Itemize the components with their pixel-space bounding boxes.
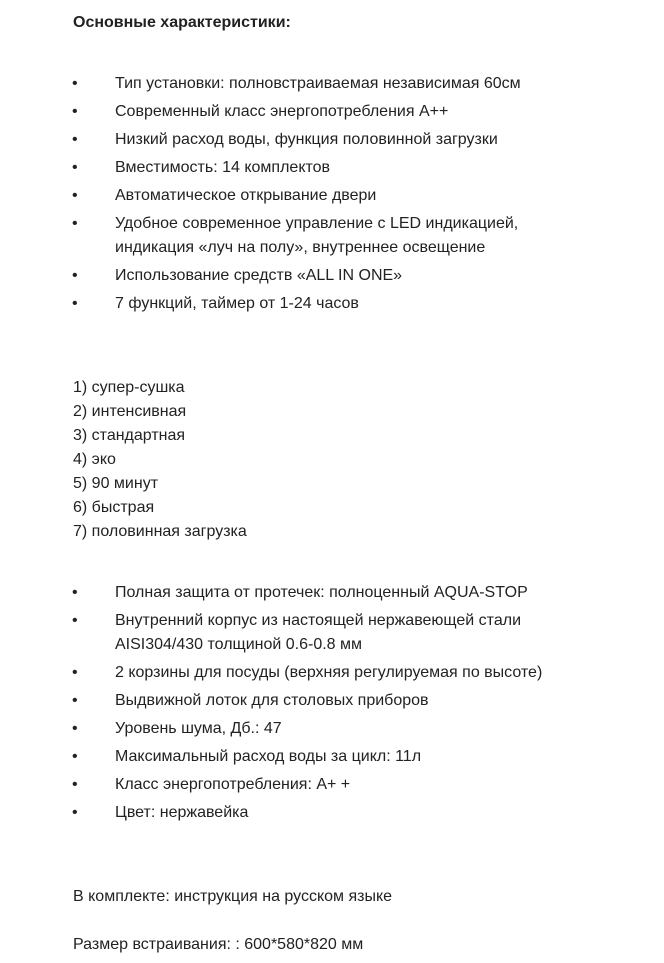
- feature-text: Удобное современное управление с LED индикацией,: [115, 215, 519, 232]
- feature-text: Низкий расход воды, функция половинной загрузки: [115, 131, 498, 148]
- bullet-icon: •: [72, 295, 78, 312]
- bullet-icon: •: [72, 215, 78, 232]
- feature-text: 2 корзины для посуды (верхняя регулируемая по высоте): [115, 664, 543, 681]
- bullet-icon: •: [72, 804, 78, 821]
- feature-text: Внутренний корпус из настоящей нержавеющей стали: [115, 612, 521, 629]
- feature-list-main: [0, 72, 664, 320]
- bullet-icon: •: [72, 664, 78, 681]
- bullet-icon: •: [72, 159, 78, 176]
- mode-item: 4) эко: [73, 451, 116, 468]
- feature-text: Вместимость: 14 комплектов: [115, 159, 331, 176]
- bullet-icon: •: [72, 748, 78, 765]
- feature-text: Использование средств «ALL IN ONE»: [115, 267, 403, 284]
- feature-item: [0, 72, 664, 96]
- mode-item: 3) стандартная: [73, 427, 186, 444]
- bullet-icon: •: [72, 584, 78, 601]
- feature-item: [0, 717, 664, 741]
- feature-text: Выдвижной лоток для столовых приборов: [115, 692, 429, 709]
- feature-list-extra: [0, 581, 664, 829]
- function-mode-list: [73, 376, 247, 544]
- bullet-icon: •: [72, 131, 78, 148]
- feature-item: [0, 773, 664, 797]
- feature-text: Автоматическое открывание двери: [115, 187, 377, 204]
- feature-item: [0, 184, 664, 208]
- feature-item: [0, 801, 664, 825]
- bullet-icon: •: [72, 776, 78, 793]
- feature-item: [0, 128, 664, 152]
- bullet-icon: •: [72, 75, 78, 92]
- feature-item: [0, 212, 664, 260]
- mode-item: 7) половинная загрузка: [73, 523, 247, 540]
- feature-text: AISI304/430 толщиной 0.6-0.8 мм: [115, 636, 363, 653]
- feature-text: Уровень шума, Дб.: 47: [115, 720, 282, 737]
- mode-item: 1) супер-сушка: [73, 379, 185, 396]
- feature-text: Полная защита от протечек: полноценный AQUA-STOP: [115, 584, 528, 601]
- feature-item: [0, 609, 664, 657]
- kit-contents: В комплекте: инструкция на русском языке: [73, 888, 393, 905]
- mode-item: 2) интенсивная: [73, 403, 187, 420]
- installation-size: Размер встраивания: : 600*580*820 мм: [73, 936, 364, 953]
- feature-text: Максимальный расход воды за цикл: 11л: [115, 748, 422, 765]
- feature-item: [0, 581, 664, 605]
- mode-item: 5) 90 минут: [73, 475, 159, 492]
- bullet-icon: •: [72, 720, 78, 737]
- feature-item: [0, 156, 664, 180]
- feature-item: [0, 745, 664, 769]
- feature-item: [0, 292, 664, 316]
- feature-item: [0, 661, 664, 685]
- feature-item: [0, 689, 664, 713]
- feature-text: Класс энергопотребления: А+ +: [115, 776, 351, 793]
- bullet-icon: •: [72, 612, 78, 629]
- feature-text: Цвет: нержавейка: [115, 804, 249, 821]
- bullet-icon: •: [72, 692, 78, 709]
- section-title: Основные характеристики:: [73, 14, 291, 31]
- feature-item: [0, 100, 664, 124]
- feature-item: [0, 264, 664, 288]
- feature-text: Современный класс энергопотребления А++: [115, 103, 449, 120]
- feature-text: индикация «луч на полу», внутреннее освещение: [115, 239, 486, 256]
- bullet-icon: •: [72, 187, 78, 204]
- mode-item: 6) быстрая: [73, 499, 155, 516]
- feature-text: Тип установки: полновстраиваемая независимая 60см: [115, 75, 521, 92]
- bullet-icon: •: [72, 267, 78, 284]
- feature-text: 7 функций, таймер от 1-24 часов: [115, 295, 359, 312]
- bullet-icon: •: [72, 103, 78, 120]
